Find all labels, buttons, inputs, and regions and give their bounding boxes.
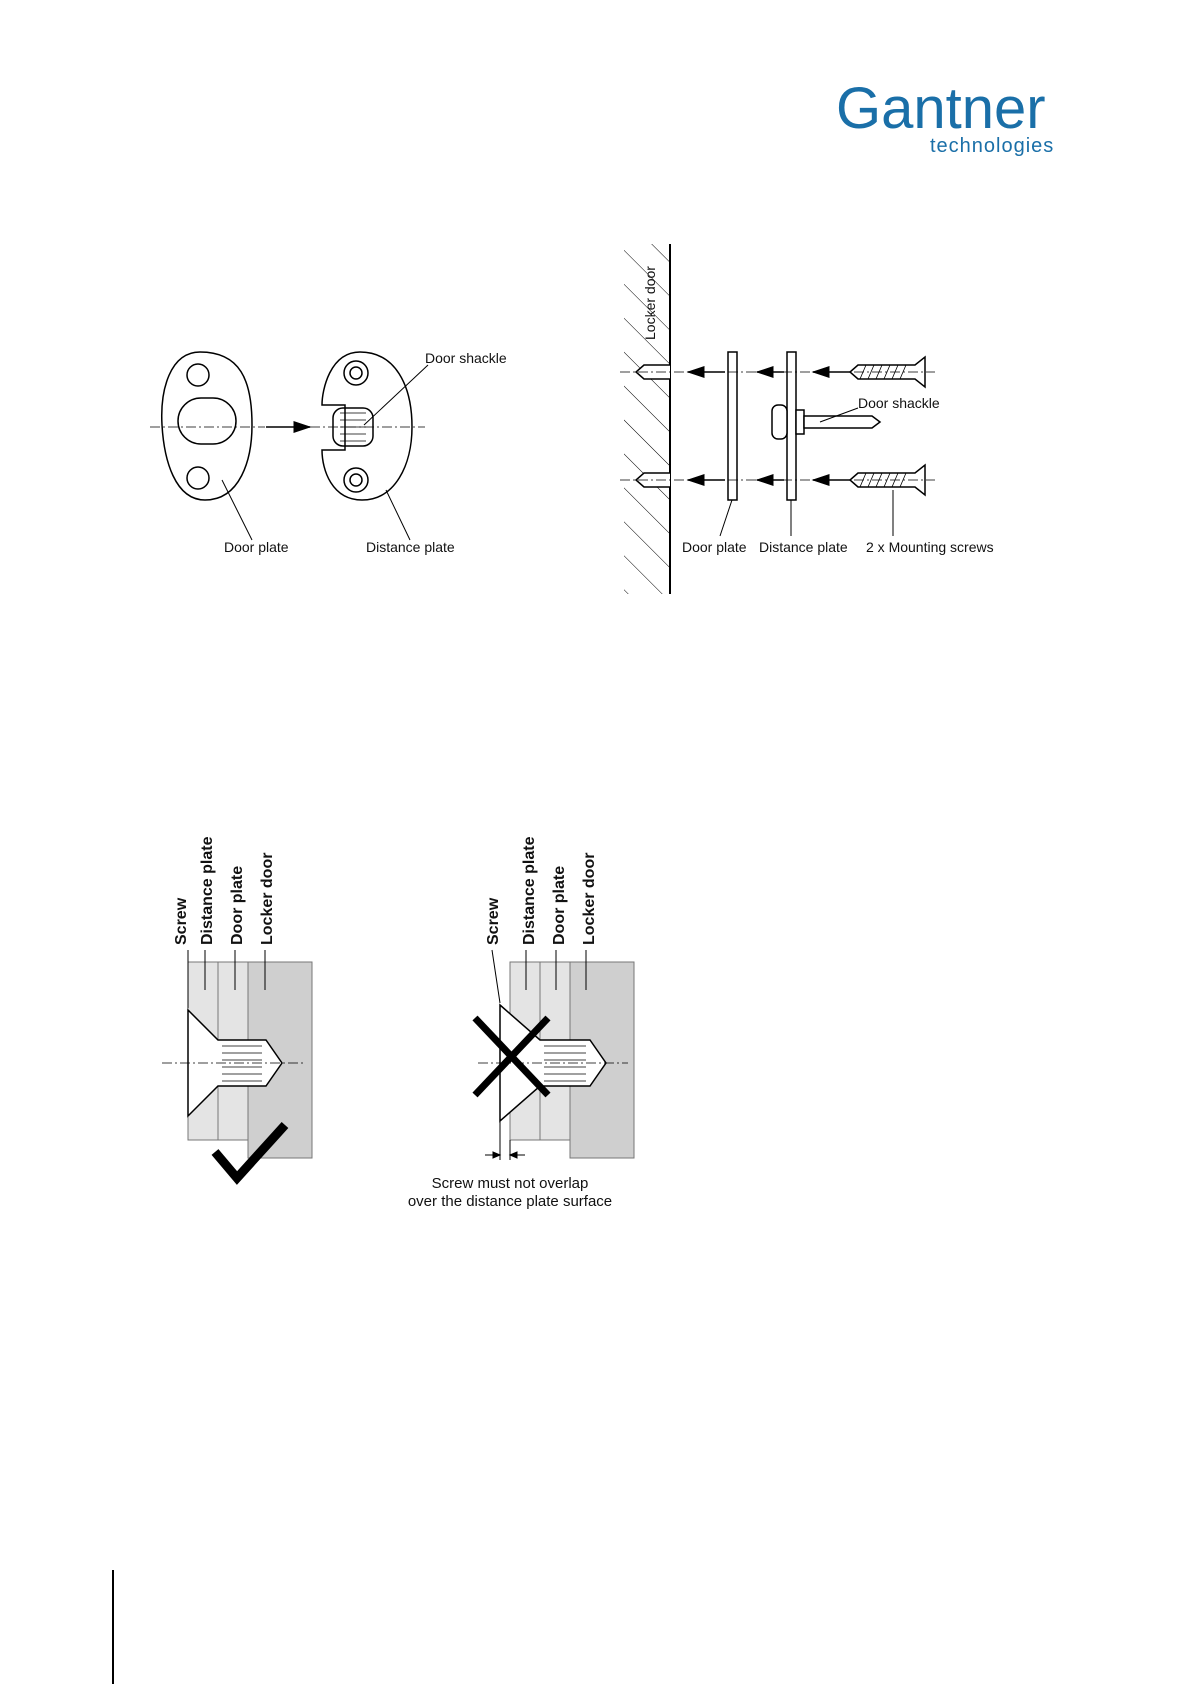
overlap-note-line1: Screw must not overlap xyxy=(431,1175,589,1192)
fig1-label-door-plate: Door plate xyxy=(224,539,289,555)
fig3-correct-label-distance-plate: Distance plate xyxy=(199,836,216,945)
fig2-label-mounting-screws: 2 x Mounting screws xyxy=(866,539,994,555)
fig3-wrong-label-screw: Screw xyxy=(485,897,502,945)
overlap-note-line2: over the distance plate surface xyxy=(407,1193,613,1210)
gantner-logo: Gantner xyxy=(836,76,1046,141)
fig2-label-distance-plate: Distance plate xyxy=(759,539,848,555)
gantner-logo-subtitle: technologies xyxy=(930,135,1055,157)
fig3-wrong-label-door-plate: Door plate xyxy=(551,865,568,945)
fig3-wrong-label-distance-plate: Distance plate xyxy=(521,836,538,945)
fig2-label-door-shackle: Door shackle xyxy=(858,395,940,411)
fig1-label-distance-plate: Distance plate xyxy=(366,539,455,555)
fig2-label-locker-door: Locker door xyxy=(642,266,658,340)
fig3-correct-label-screw: Screw xyxy=(173,897,190,945)
incorrect-assembly xyxy=(475,950,634,1160)
fig3-correct-label-door-plate: Door plate xyxy=(229,865,246,945)
overlap-note xyxy=(380,1175,640,1211)
fig2-label-door-plate: Door plate xyxy=(682,539,747,555)
fig3-wrong-label-locker-door: Locker door xyxy=(581,852,598,945)
fig1-label-door-shackle: Door shackle xyxy=(425,350,507,366)
page-edge-bar xyxy=(112,1570,114,1684)
correct-assembly xyxy=(162,950,312,1178)
fig3-correct-label-locker-door: Locker door xyxy=(259,852,276,945)
